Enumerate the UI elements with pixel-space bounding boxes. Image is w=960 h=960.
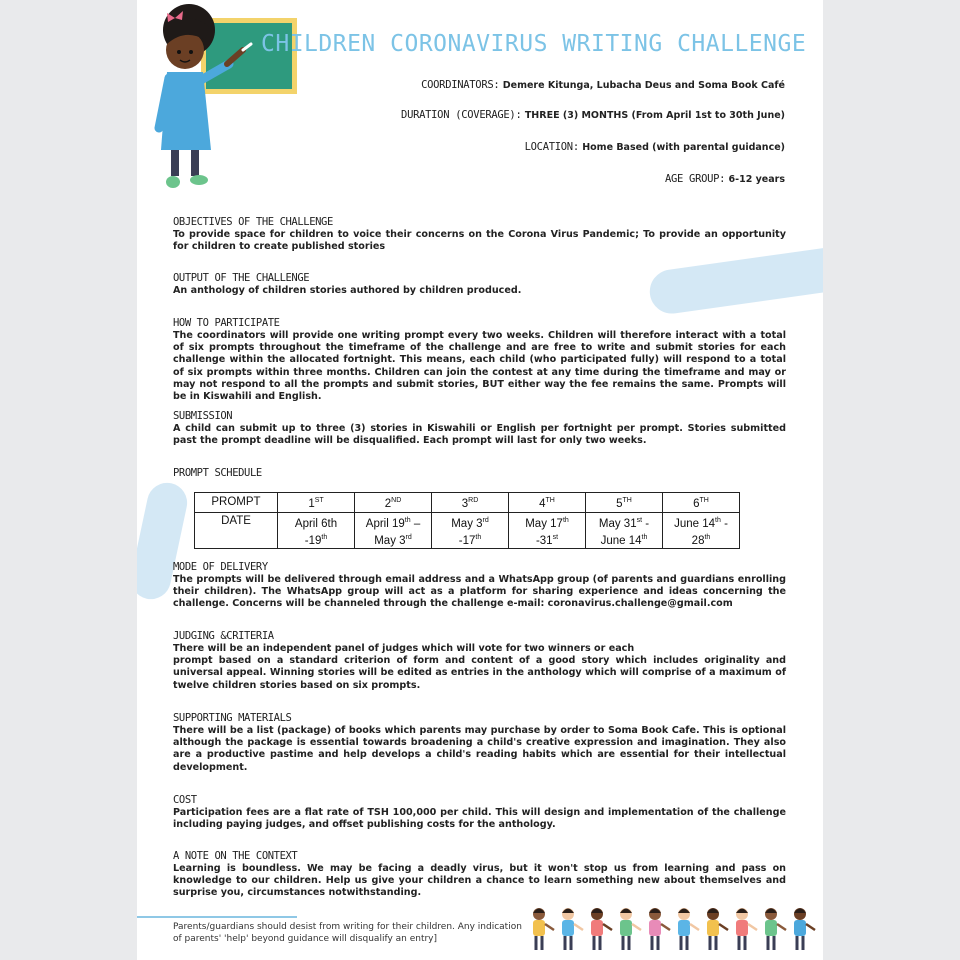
date-cell: April 6th -19th bbox=[278, 512, 355, 549]
location-label: LOCATION: bbox=[524, 141, 579, 153]
child-figure bbox=[591, 908, 612, 950]
cost-body: Participation fees are a flat rate of TSH 100,000 per child. This will design and implementation of the challenge including paying judges, and offset publishing costs for the anthology. bbox=[173, 807, 786, 831]
how-body: The coordinators will provide one writing prompt every two weeks. Children will therefore interact with a total of six prompts throughout the timeframe of the challenge and are free to write and submit stories for each challenge within the allocated fortnight. This means, each child (who participated fully) will respond to a total of six prompts within three months. Children can join the contest at any time during the timeframe and may or may not respond to all the prompts and submit stories, BUT either way the fee remains the same. Prompts will be in Kiswahili and English. bbox=[173, 330, 786, 403]
how-to-participate-section bbox=[173, 317, 786, 403]
coordinators-line bbox=[421, 79, 785, 91]
coordinators-value: Demere Kitunga, Lubacha Deus and Soma Book Café bbox=[502, 80, 785, 91]
date-row bbox=[195, 512, 740, 549]
objectives-section bbox=[173, 216, 786, 253]
footer-divider bbox=[137, 916, 297, 918]
location-value: Home Based (with parental guidance) bbox=[582, 142, 785, 153]
judging-section bbox=[173, 630, 786, 692]
child-figure bbox=[562, 908, 583, 950]
date-cell: June 14th - 28th bbox=[663, 512, 740, 549]
child-figure bbox=[736, 908, 757, 950]
child-figure bbox=[765, 908, 786, 950]
prompt-cell: 6TH bbox=[663, 493, 740, 513]
prompt-cell: 5TH bbox=[586, 493, 663, 513]
delivery-section bbox=[173, 561, 786, 611]
objectives-heading: OBJECTIVES OF THE CHALLENGE bbox=[173, 216, 333, 228]
page-title: CHILDREN CORONAVIRUS WRITING CHALLENGE bbox=[261, 31, 807, 57]
date-cell: April 19th – May 3rd bbox=[355, 512, 432, 549]
context-body: Learning is boundless. We may be facing a deadly virus, but it won't stop us from learning and pass on knowledge to our children. Help us give your children a chance to learn something new about themselves and surprise you, circumstances notwithstanding. bbox=[173, 863, 786, 899]
delivery-body: The prompts will be delivered through email address and a WhatsApp group (of parents and guardians enrolling their children). The WhatsApp group will act as a platform for sharing experience and ideas concerning the challenge. Concerns will be channeled through the challenge e-mail: coronavirus.challenge@gmail.com bbox=[173, 574, 786, 610]
flyer-page bbox=[137, 0, 823, 960]
prompt-cell: 3RD bbox=[432, 493, 509, 513]
child-figure bbox=[533, 908, 554, 950]
child-figure bbox=[707, 908, 728, 950]
prompt-schedule-table bbox=[194, 492, 740, 549]
how-heading: HOW TO PARTICIPATE bbox=[173, 317, 280, 329]
child-figure bbox=[649, 908, 670, 950]
output-body: An anthology of children stories authored by children produced. bbox=[173, 285, 522, 296]
materials-heading: SUPPORTING MATERIALS bbox=[173, 712, 292, 724]
date-cell: May 17th -31st bbox=[509, 512, 586, 549]
age-group-line bbox=[665, 173, 785, 185]
date-row-label: DATE bbox=[195, 512, 278, 549]
duration-label: DURATION (COVERAGE): bbox=[401, 109, 522, 121]
judging-heading: JUDGING &CRITERIA bbox=[173, 630, 274, 642]
location-line bbox=[525, 141, 785, 153]
age-group-value: 6-12 years bbox=[728, 174, 785, 185]
prompt-cell: 4TH bbox=[509, 493, 586, 513]
duration-line bbox=[401, 109, 785, 121]
materials-section bbox=[173, 712, 786, 774]
prompt-row bbox=[195, 493, 740, 513]
output-section bbox=[173, 272, 786, 297]
prompt-cell: 2ND bbox=[355, 493, 432, 513]
context-section bbox=[173, 850, 786, 900]
prompt-row-label: PROMPT bbox=[195, 493, 278, 513]
age-group-label: AGE GROUP: bbox=[664, 173, 726, 185]
coordinators-label: COORDINATORS: bbox=[421, 79, 500, 91]
cost-heading: COST bbox=[173, 794, 197, 806]
footnote: Parents/guardians should desist from writing for their children. Any indication of parents' 'help' beyond guidance will disqualify an entry] bbox=[173, 922, 522, 944]
child-figure bbox=[794, 908, 815, 950]
child-figure bbox=[678, 908, 699, 950]
duration-value: THREE (3) MONTHS (From April 1st to 30th June) bbox=[524, 110, 785, 121]
girl-chalkboard-illustration bbox=[151, 0, 301, 195]
materials-body: There will be a list (package) of books which parents may purchase by order to Soma Book Cafe. This is optional although the package is essential towards broadening a child's creative expression and imagination. They also are a productive pastime and help develops a child's reading habits which are essential for their intellectual development. bbox=[173, 725, 786, 773]
delivery-heading: MODE OF DELIVERY bbox=[173, 561, 268, 573]
context-heading: A NOTE ON THE CONTEXT bbox=[173, 850, 298, 862]
child-figure bbox=[620, 908, 641, 950]
objectives-body: To provide space for children to voice their concerns on the Corona Virus Pandemic; To provide an opportunity for children to create published stories bbox=[173, 229, 786, 253]
judging-line1: There will be an independent panel of judges which will vote for two winners or each bbox=[173, 643, 635, 654]
schedule-section bbox=[173, 467, 786, 480]
children-holding-hands-illustration bbox=[525, 902, 823, 960]
cost-section bbox=[173, 794, 786, 831]
date-cell: May 31st - June 14th bbox=[586, 512, 663, 549]
date-cell: May 3rd -17th bbox=[432, 512, 509, 549]
schedule-heading: PROMPT SCHEDULE bbox=[173, 467, 262, 479]
submission-section bbox=[173, 410, 786, 447]
prompt-cell: 1ST bbox=[278, 493, 355, 513]
submission-heading: SUBMISSION bbox=[173, 410, 233, 422]
judging-body: prompt based on a standard criterion of form and content of a good story which includes originality and universal appeal. Winning stories will be edited as entries in the anthology which will comprise of a maximum of twelve children stories based on six prompts. bbox=[173, 655, 786, 691]
submission-body: A child can submit up to three (3) stories in Kiswahili or English per fortnight per prompt. Stories submitted past the prompt deadline will be disqualified. Each prompt will last for only two weeks. bbox=[173, 423, 786, 447]
output-heading: OUTPUT OF THE CHALLENGE bbox=[173, 272, 310, 284]
